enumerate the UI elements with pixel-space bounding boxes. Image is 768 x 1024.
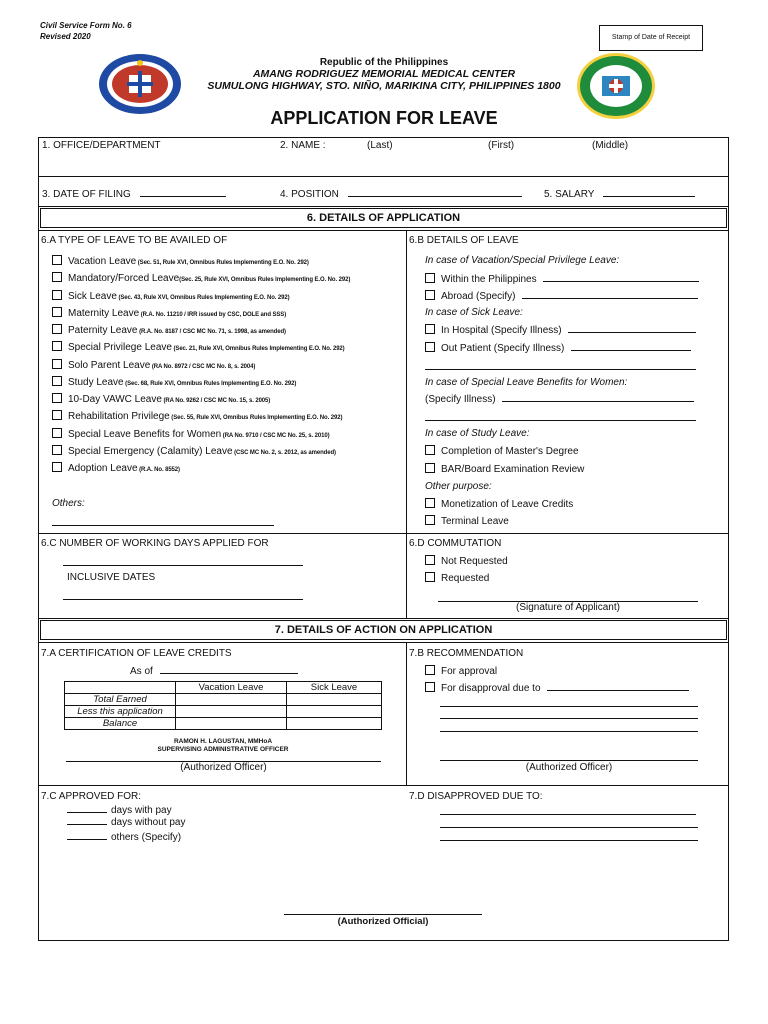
- out-patient-line-2[interactable]: [425, 369, 696, 370]
- leave-type-label: Maternity Leave: [68, 307, 140, 319]
- form-revision: Revised 2020: [40, 32, 91, 41]
- bar-review-label: BAR/Board Examination Review: [441, 464, 585, 475]
- section7d-title: 7.D DISAPPROVED DUE TO:: [409, 791, 543, 802]
- in-hospital-option[interactable]: [425, 324, 696, 336]
- applicant-signature-label: (Signature of Applicant): [516, 602, 620, 613]
- leave-type-checkbox[interactable]: [52, 376, 62, 386]
- sick-heading: In case of Sick Leave:: [425, 307, 523, 318]
- leave-type-label: Special Emergency (Calamity) Leave: [68, 445, 233, 457]
- masters-label: Completion of Master's Degree: [441, 446, 579, 457]
- other-purpose-heading: Other purpose:: [425, 481, 492, 492]
- position-line: [348, 188, 522, 197]
- in-hospital-label: In Hospital (Specify Illness): [441, 325, 562, 336]
- position-label: 4. POSITION: [280, 189, 339, 200]
- country-heading: Republic of the Philippines: [319, 57, 449, 68]
- leave-type-checkbox[interactable]: [52, 462, 62, 472]
- as-of-line[interactable]: [160, 665, 298, 674]
- leave-type-option[interactable]: [52, 307, 286, 319]
- women-illness-label: (Specify Illness): [425, 394, 496, 405]
- others-specify-line[interactable]: [67, 831, 107, 840]
- cell-vacation-less[interactable]: [176, 706, 287, 718]
- leave-type-reference: (R.A. No. 8552): [137, 467, 180, 473]
- page-title: APPLICATION FOR LEAVE: [270, 108, 498, 128]
- hospital-address: SUMULONG HIGHWAY, STO. NIÑO, MARIKINA CITY, PHILIPPINES 1800: [207, 80, 561, 92]
- for-approval-checkbox[interactable]: [425, 665, 435, 675]
- out-patient-line[interactable]: [571, 342, 691, 351]
- leave-type-reference: (RA No. 9710 / CSC MC No. 25, s. 2010): [221, 432, 330, 439]
- not-requested-checkbox[interactable]: [425, 555, 435, 565]
- date-filing-label: 3. DATE OF FILING: [42, 189, 131, 200]
- disapproved-line-3[interactable]: [440, 840, 698, 841]
- abroad-line[interactable]: [522, 290, 698, 299]
- monetization-option[interactable]: [425, 498, 573, 510]
- leave-type-reference: (R.A. No. 11210 / IRR issued by CSC, DOLE and SSS): [139, 311, 287, 318]
- row-label-total-earned: Total Earned: [65, 694, 176, 706]
- leave-type-option[interactable]: [52, 393, 270, 405]
- requested-option[interactable]: [425, 572, 489, 584]
- as-of-label: As of: [130, 666, 153, 677]
- leave-type-label: Sick Leave: [68, 290, 117, 302]
- for-disapproval-label: For disapproval due to: [441, 683, 541, 694]
- leave-type-label: 10-Day VAWC Leave: [68, 394, 162, 405]
- table-row: [65, 718, 382, 730]
- date-filing-field[interactable]: [42, 188, 226, 200]
- working-days-line[interactable]: [63, 565, 303, 566]
- leave-type-label: Solo Parent Leave: [68, 359, 151, 371]
- bar-review-option[interactable]: [425, 463, 584, 475]
- leave-type-option[interactable]: [52, 410, 342, 422]
- others-specify-field[interactable]: [67, 831, 181, 843]
- leave-type-option[interactable]: [52, 428, 329, 440]
- as-of-field[interactable]: [130, 665, 298, 677]
- leave-type-reference: (Sec. 51, Rule XVI, Omnibus Rules Implementing E.O. No. 292): [136, 260, 309, 266]
- cell-vacation-total[interactable]: [176, 694, 287, 706]
- others-specify-label: others (Specify): [111, 832, 182, 843]
- vacation-heading: In case of Vacation/Special Privilege Leave:: [425, 255, 620, 266]
- monetization-checkbox[interactable]: [425, 498, 435, 508]
- leave-type-label: Special Privilege Leave: [68, 342, 172, 354]
- date-filing-line: [140, 188, 226, 197]
- abroad-label: Abroad (Specify): [441, 291, 516, 302]
- leave-type-reference: (RA No. 8972 / CSC MC No. 8, s. 2004): [150, 363, 256, 370]
- women-heading: In case of Special Leave Benefits for Women:: [425, 377, 628, 388]
- others-line[interactable]: [52, 525, 274, 526]
- name-label: 2. NAME :: [280, 140, 326, 151]
- section6a-title: 6.A TYPE OF LEAVE TO BE AVAILED OF: [41, 235, 228, 246]
- days-with-pay-line[interactable]: [67, 804, 107, 813]
- leave-type-label: Paternity Leave: [68, 325, 138, 336]
- terminal-leave-option[interactable]: [425, 515, 509, 527]
- days-without-pay-label: days without pay: [111, 817, 186, 828]
- last-name-label: (Last): [367, 140, 393, 151]
- monetization-label: Monetization of Leave Credits: [441, 499, 574, 510]
- leave-type-reference: (Sec. 68, Rule XVI, Omnibus Rules Implementing E.O. No. 292): [123, 380, 297, 387]
- section6c-title: 6.C NUMBER OF WORKING DAYS APPLIED FOR: [41, 538, 269, 549]
- out-patient-checkbox[interactable]: [425, 342, 435, 352]
- leave-type-checkbox[interactable]: [52, 290, 62, 300]
- leave-type-reference: (R.A. No. 8187 / CSC MC No. 71, s. 1998, as amended): [137, 329, 286, 335]
- leave-type-option[interactable]: [52, 290, 290, 302]
- requested-label: Requested: [441, 573, 490, 584]
- leave-type-option[interactable]: [52, 255, 309, 267]
- leave-credits-table: [64, 681, 382, 730]
- leave-type-option[interactable]: [52, 445, 336, 457]
- bar-review-checkbox[interactable]: [425, 463, 435, 473]
- section7-title: 7. DETAILS OF ACTION ON APPLICATION: [274, 624, 493, 636]
- leave-type-reference: (Sec. 25, Rule XVI, Omnibus Rules Implementing E.O. No. 292): [179, 277, 351, 284]
- leave-type-option[interactable]: [52, 462, 180, 474]
- table-row: [65, 694, 382, 706]
- leave-type-option[interactable]: [52, 376, 296, 388]
- inclusive-dates-line[interactable]: [63, 599, 303, 600]
- header-cell-sick: Sick Leave: [287, 682, 382, 694]
- terminal-leave-label: Terminal Leave: [441, 516, 509, 527]
- women-illness-line-2[interactable]: [425, 420, 696, 421]
- header-cell-blank: [65, 682, 176, 694]
- officer-name: RAMON H. LAGUSTAN, MMHoA: [173, 738, 273, 745]
- leave-type-label: Study Leave: [68, 376, 124, 388]
- leave-type-option[interactable]: [52, 359, 255, 371]
- leave-type-label: Rehabilitation Privilege: [68, 411, 170, 423]
- official-signature-line[interactable]: [284, 914, 482, 915]
- office-label: 1. OFFICE/DEPARTMENT: [42, 140, 161, 151]
- women-illness-field[interactable]: [425, 393, 694, 405]
- leave-type-checkbox[interactable]: [52, 428, 62, 438]
- out-patient-label: Out Patient (Specify Illness): [441, 343, 565, 354]
- table-row: [65, 706, 382, 718]
- leave-type-checkbox[interactable]: [52, 324, 62, 334]
- salary-line: [603, 188, 695, 197]
- header-cell-vacation: Vacation Leave: [176, 682, 287, 694]
- table-header-row: [65, 682, 382, 694]
- days-without-pay-field[interactable]: [67, 816, 186, 828]
- leave-type-checkbox[interactable]: [52, 341, 62, 351]
- leave-type-reference: (CSC MC No. 2, s. 2012, as amended): [232, 449, 336, 456]
- leave-type-reference: (Sec. 55, Rule XVI, Omnibus Rules Implementing E.O. No. 292): [169, 415, 343, 422]
- leave-type-label: Mandatory/Forced Leave: [68, 273, 180, 285]
- authorized-official-label: (Authorized Official): [337, 916, 429, 927]
- inclusive-dates-label: INCLUSIVE DATES: [67, 572, 156, 583]
- stamp-receipt-box: [599, 25, 703, 51]
- within-line[interactable]: [543, 273, 699, 282]
- section6d-title: 6.D COMMUTATION: [409, 538, 502, 549]
- cell-sick-balance[interactable]: [287, 718, 382, 730]
- leave-type-option[interactable]: [52, 324, 286, 336]
- study-heading: In case of Study Leave:: [425, 428, 530, 439]
- recommending-officer-label: (Authorized Officer): [525, 762, 613, 773]
- salary-field[interactable]: [544, 188, 695, 200]
- for-approval-option[interactable]: [425, 665, 497, 677]
- abroad-checkbox[interactable]: [425, 290, 435, 300]
- leave-type-checkbox[interactable]: [52, 410, 62, 420]
- days-with-pay-field[interactable]: [67, 804, 172, 816]
- within-philippines-checkbox[interactable]: [425, 273, 435, 283]
- abroad-option[interactable]: [425, 290, 698, 302]
- section7c-title: 7.C APPROVED FOR:: [41, 791, 142, 802]
- first-name-label: (First): [488, 140, 515, 151]
- days-with-pay-label: days with pay: [111, 805, 172, 816]
- form-number: Civil Service Form No. 6: [40, 21, 132, 30]
- not-requested-label: Not Requested: [441, 556, 508, 567]
- in-hospital-line[interactable]: [568, 324, 696, 333]
- requested-checkbox[interactable]: [425, 572, 435, 582]
- others-label: Others:: [52, 498, 85, 509]
- cell-vacation-balance[interactable]: [176, 718, 287, 730]
- salary-label: 5. SALARY: [544, 189, 595, 200]
- row-label-less: Less this application: [65, 706, 176, 718]
- middle-name-label: (Middle): [592, 140, 629, 151]
- days-without-pay-line[interactable]: [67, 816, 107, 825]
- leave-type-checkbox[interactable]: [52, 393, 62, 403]
- certifying-officer-label: (Authorized Officer): [180, 762, 267, 773]
- leave-type-checkbox[interactable]: [52, 307, 62, 317]
- not-requested-option[interactable]: [425, 555, 508, 567]
- disapproval-reason-line[interactable]: [547, 682, 689, 691]
- for-approval-label: For approval: [441, 666, 498, 677]
- leave-type-checkbox[interactable]: [52, 359, 62, 369]
- leave-type-label: Vacation Leave: [68, 256, 137, 267]
- section6-title: 6. DETAILS OF APPLICATION: [306, 212, 461, 224]
- leave-type-checkbox[interactable]: [52, 255, 62, 265]
- section6-header: [40, 208, 727, 228]
- leave-type-reference: (Sec. 43, Rule XVI, Omnibus Rules Implementing E.O. No. 292): [116, 294, 290, 301]
- row-label-balance: Balance: [65, 718, 176, 730]
- masters-checkbox[interactable]: [425, 445, 435, 455]
- disapproved-line-2[interactable]: [440, 827, 698, 828]
- section6b-title: 6.B DETAILS OF LEAVE: [409, 235, 519, 246]
- position-field[interactable]: [280, 188, 522, 200]
- terminal-leave-checkbox[interactable]: [425, 515, 435, 525]
- section7-header: [40, 620, 727, 640]
- leave-type-option[interactable]: [52, 341, 345, 353]
- leave-type-reference: (RA No. 9262 / CSC MC No. 15, s. 2005): [161, 398, 271, 404]
- officer-title: SUPERVISING ADMINISTRATIVE OFFICER: [157, 746, 289, 753]
- recommend-line-2[interactable]: [440, 718, 698, 719]
- in-hospital-checkbox[interactable]: [425, 324, 435, 334]
- leave-type-checkbox[interactable]: [52, 272, 62, 282]
- out-patient-option[interactable]: [425, 342, 691, 354]
- hospital-name: AMANG RODRIGUEZ MEMORIAL MEDICAL CENTER: [252, 68, 516, 80]
- cell-sick-less[interactable]: [287, 706, 382, 718]
- leave-type-option[interactable]: [52, 272, 350, 284]
- recommend-line-3[interactable]: [440, 731, 698, 732]
- recommending-signature-line[interactable]: [440, 760, 698, 761]
- women-illness-line[interactable]: [502, 393, 694, 402]
- within-philippines-label: Within the Philippines: [441, 274, 537, 285]
- for-disapproval-option[interactable]: [425, 682, 689, 694]
- cell-sick-total[interactable]: [287, 694, 382, 706]
- leave-type-label: Adoption Leave: [68, 463, 138, 474]
- leave-type-label: Special Leave Benefits for Women: [68, 428, 222, 440]
- masters-option[interactable]: [425, 445, 579, 457]
- for-disapproval-checkbox[interactable]: [425, 682, 435, 692]
- recommend-line-1[interactable]: [440, 706, 698, 707]
- section7b-title: 7.B RECOMMENDATION: [409, 648, 524, 659]
- within-philippines-option[interactable]: [425, 273, 699, 285]
- stamp-receipt-label: Stamp of Date of Receipt: [611, 34, 691, 41]
- leave-type-reference: (Sec. 21, Rule XVI, Omnibus Rules Implementing E.O. No. 292): [171, 346, 345, 353]
- disapproved-line-1[interactable]: [440, 814, 696, 815]
- leave-type-checkbox[interactable]: [52, 445, 62, 455]
- section7a-title: 7.A CERTIFICATION OF LEAVE CREDITS: [41, 648, 232, 659]
